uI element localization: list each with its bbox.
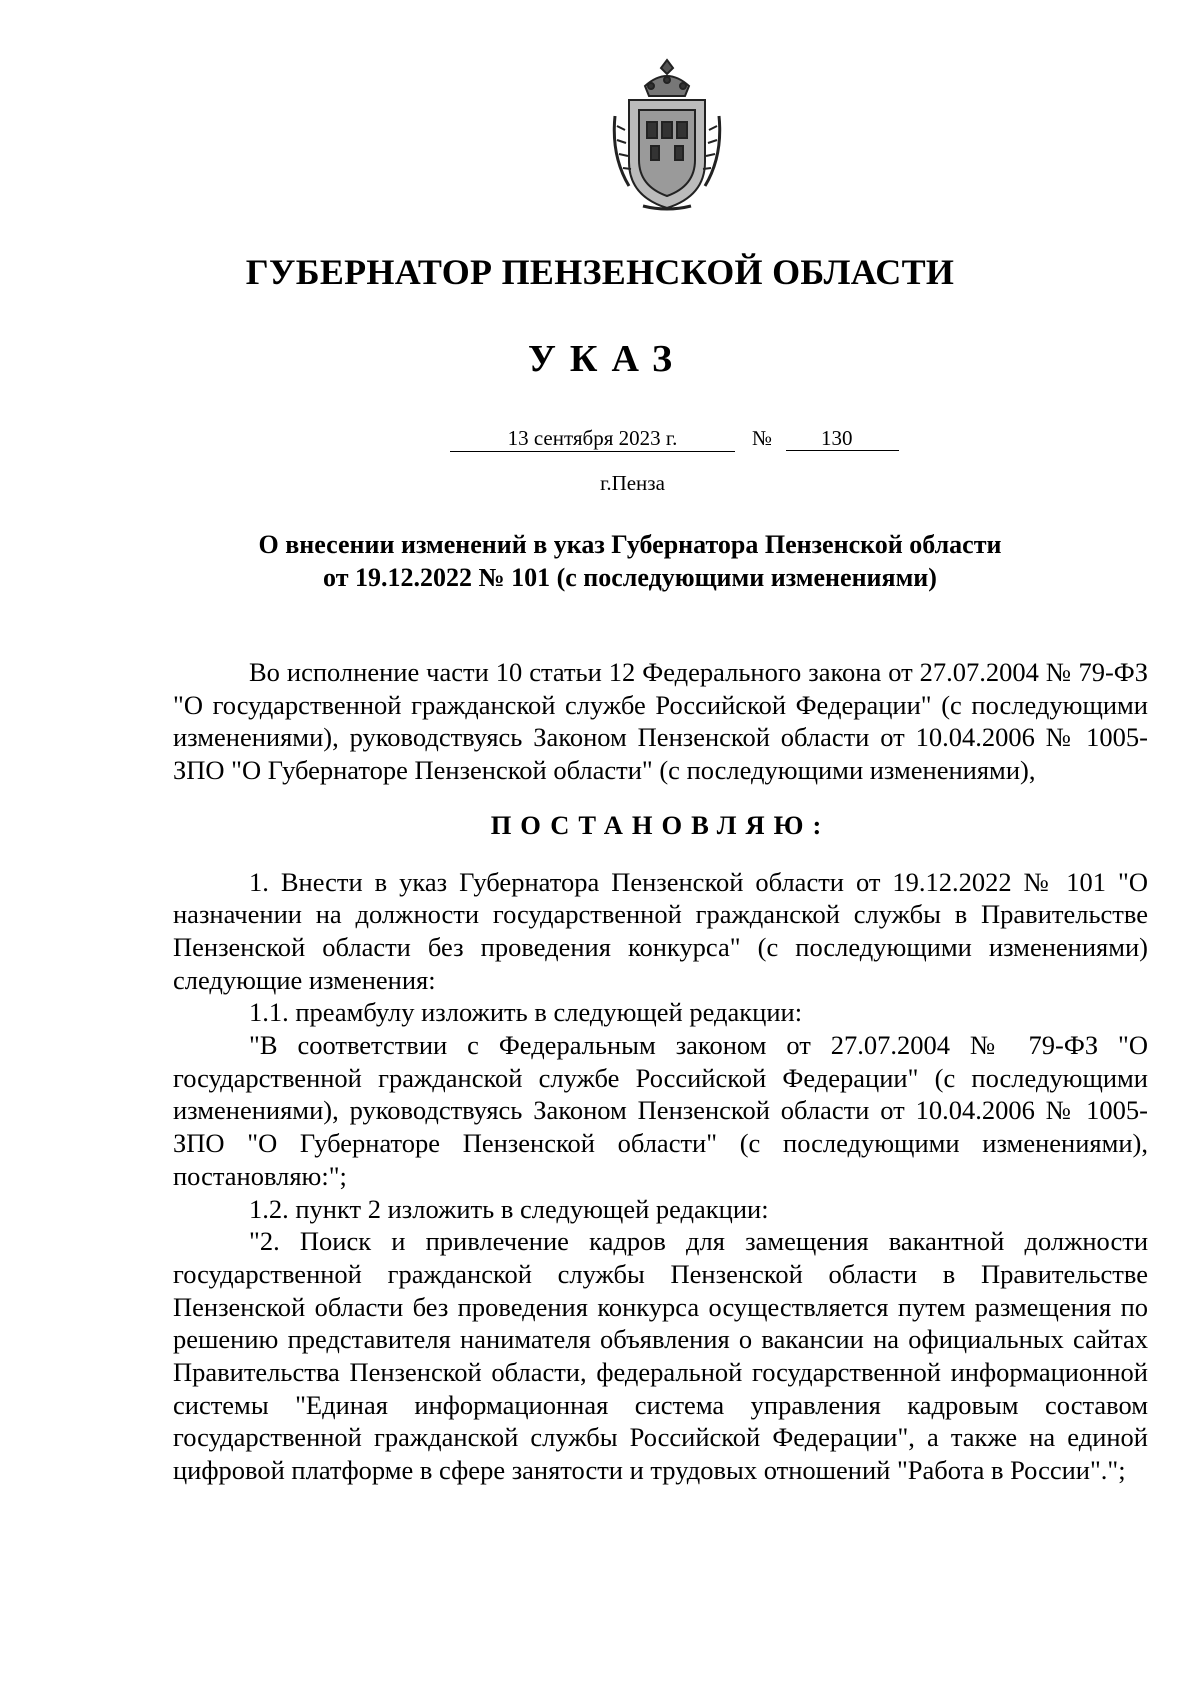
issuing-authority: ГУБЕРНАТОР ПЕНЗЕНСКОЙ ОБЛАСТИ: [245, 252, 955, 292]
item-paragraph: 1.1. преамбулу изложить в следующей редакции:: [249, 997, 803, 1028]
item-paragraph: "В соответствии с Федеральным законом от 27.07.2004 № 79-ФЗ "О государственной гражданской службе Российской Федерации" (с последующими изменениями), руководствуясь Законом Пензенской области от 10.04.2006 № 1005-ЗПО "О Губернаторе Пензенской области" (с последующими изменениями), постановляю:";: [173, 1030, 1148, 1191]
preamble-paragraph: Во исполнение части 10 статьи 12 Федерального закона от 27.07.2004 № 79-ФЗ "О государственной гражданской службе Российской Федерации" (с последующими изменениями), руководствуясь Законом Пензенской области от 10.04.2006 № 1005-ЗПО "О Губернаторе Пензенской области" (с последующими изменениями),: [173, 657, 1148, 786]
document-subject: [180, 528, 1080, 594]
subject-line-1: О внесении изменений в указ Губернатора Пензенской области: [258, 530, 1002, 559]
document-body: [173, 656, 1148, 1487]
item-paragraph: 1. Внести в указ Губернатора Пензенской области от 19.12.2022 № 101 "О назначении на должности государственной гражданской службы в Правительстве Пензенской области без проведения конкурса" (с последующими изменениями) следующие изменения:: [173, 866, 1148, 995]
coat-of-arms-emblem: [607, 56, 727, 212]
document-date: 13 сентября 2023 г.: [450, 425, 735, 452]
decree-heading: ПОСТАНОВЛЯЮ:: [490, 809, 831, 840]
document-city: г.Пенза: [600, 471, 665, 495]
number-sign: №: [752, 426, 773, 450]
document-type: УКАЗ: [528, 338, 686, 380]
document-number: 130: [786, 425, 899, 451]
item-paragraph: 1.2. пункт 2 изложить в следующей редакции:: [249, 1193, 769, 1224]
item-paragraph: "2. Поиск и привлечение кадров для замещения вакантной должности государственной гражданской службы Пензенской области в Правительстве Пензенской области без проведения конкурса осуществляется путем размещения по решению представителя нанимателя объявления о вакансии на официальных сайтах Правительства Пензенской области, федеральной государственной информационной системы "Единая информационная система управления кадровым составом государственной гражданской службы Российской Федерации", а также на единой цифровой платформе в сфере занятости и трудовых отношений "Работа в России".";: [173, 1226, 1148, 1486]
subject-line-2: от 19.12.2022 № 101 (с последующими изменениями): [323, 563, 937, 592]
